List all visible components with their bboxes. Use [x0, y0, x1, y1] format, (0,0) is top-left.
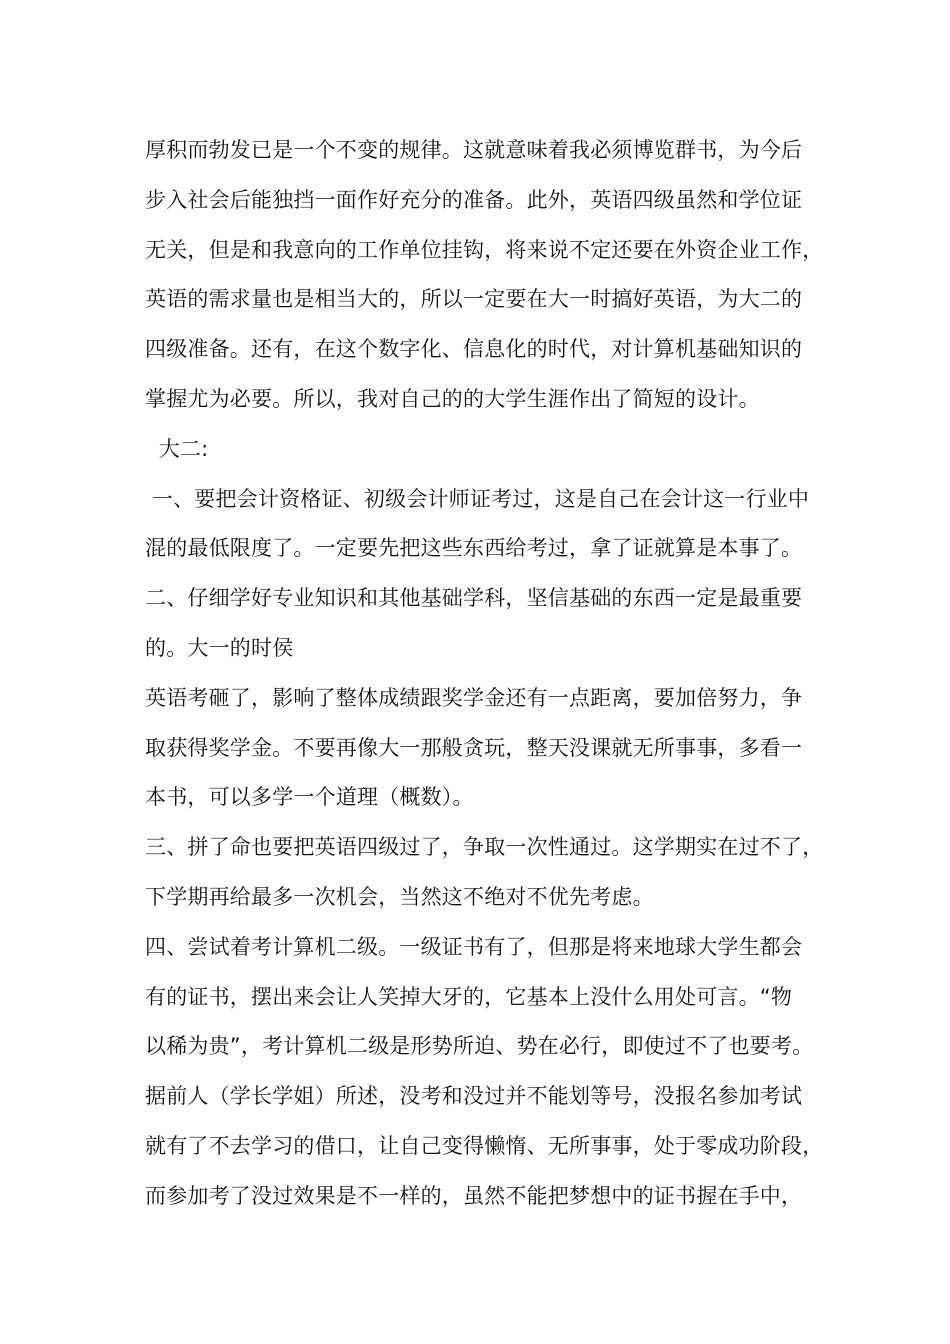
text-line: 而参加考了没过效果是不一样的，虽然不能把梦想中的证书握在手中，	[145, 1183, 803, 1208]
text-line: 英语的需求量也是相当大的，所以一定要在大一时搞好英语，为大二的	[145, 287, 803, 312]
text-line: 一、要把会计资格证、初级会计师证考过，这是自己在会计这一行业中	[145, 486, 810, 511]
text-line: 英语考砸了，影响了整体成绩跟奖学金还有一点距离，要加倍努力，争	[145, 685, 803, 710]
text-line: 取获得奖学金。不要再像大一那般贪玩，整天没课就无所事事，多看一	[145, 735, 803, 760]
text-line: 二、仔细学好专业知识和其他基础学科，坚信基础的东西一定是最重要	[145, 586, 803, 611]
text-line: 以稀为贵”，考计算机二级是形势所迫、势在必行，即使过不了也要考。	[145, 1034, 814, 1059]
text-line: 就有了不去学习的借口，让自己变得懒惰、无所事事，处于零成功阶段，	[145, 1133, 824, 1158]
text-line: 三、拼了命也要把英语四级过了，争取一次性通过。这学期实在过不了，	[145, 835, 824, 860]
text-line: 本书，可以多学一个道理（概数）。	[145, 785, 474, 810]
text-line: 混的最低限度了。一定要先把这些东西给考过，拿了证就算是本事了。	[145, 536, 803, 561]
text-line: 据前人（学长学姐）所述，没考和没过并不能划等号，没报名参加考试	[145, 1084, 803, 1109]
text-line: 掌握尤为必要。所以，我对自己的的大学生涯作出了简短的设计。	[145, 386, 760, 411]
text-line: 下学期再给最多一次机会，当然这不绝对不优先考虑。	[145, 884, 654, 909]
text-line: 四级准备。还有，在这个数字化、信息化的时代，对计算机基础知识的	[145, 337, 803, 362]
text-line: 有的证书，摆出来会让人笑掉大牙的，它基本上没什么用处可言。“物	[145, 984, 793, 1009]
section-heading: 大二:	[145, 436, 209, 461]
document-body	[145, 126, 824, 1222]
text-line: 四、尝试着考计算机二级。一级证书有了，但那是将来地球大学生都会	[145, 934, 803, 959]
text-line: 无关，但是和我意向的工作单位挂钩，将来说不定还要在外资企业工作，	[145, 237, 824, 262]
text-line: 的。大一的时侯	[145, 635, 294, 660]
text-line: 步入社会后能独挡一面作好充分的准备。此外，英语四级虽然和学位证	[145, 187, 803, 212]
text-line: 厚积而勃发已是一个不变的规律。这就意味着我必须博览群书，为今后	[145, 138, 803, 162]
